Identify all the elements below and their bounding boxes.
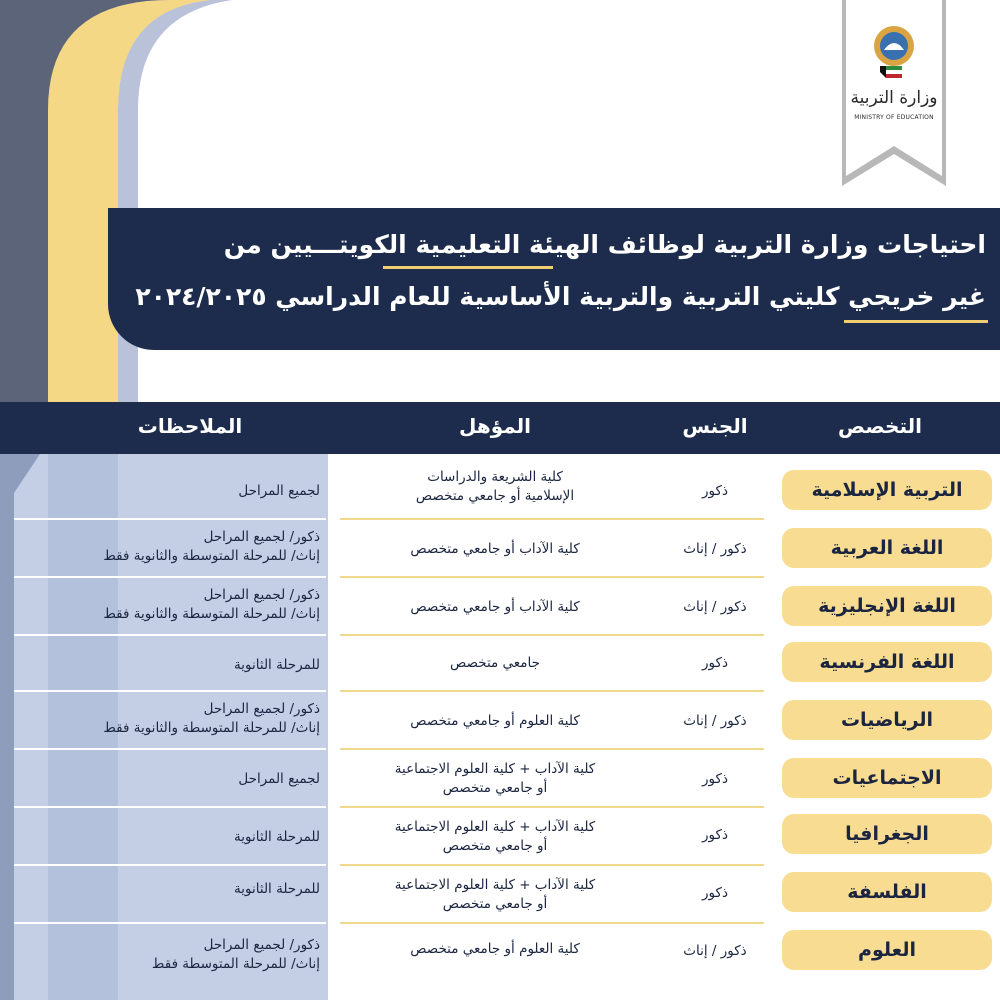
qualification-cell [340, 760, 650, 798]
row-divider [340, 634, 764, 636]
notes-cell [14, 700, 324, 738]
qualification-cell [340, 654, 650, 673]
qualification-line: أو جامعي متخصص [442, 780, 548, 796]
header-notes: الملاحظات [137, 414, 243, 438]
header-gender: الجنس [682, 414, 748, 438]
gender-cell: ذكور / إناث [683, 713, 747, 729]
qualification-cell [340, 818, 650, 856]
notes-line: إناث/ للمرحلة المتوسطة والثانوية فقط [103, 548, 320, 564]
ministry-name-english: MINISTRY OF EDUCATION [854, 114, 934, 121]
title-underline [383, 266, 553, 269]
qualification-cell [340, 540, 650, 559]
notes-line: ذكور/ لجميع المراحل [203, 701, 320, 717]
row-divider [14, 518, 326, 520]
row-divider [340, 806, 764, 808]
qualification-line: كلية العلوم أو جامعي متخصص [410, 941, 580, 957]
row-divider [14, 634, 326, 636]
row-divider [340, 518, 764, 520]
row-divider [340, 576, 764, 578]
qualification-line: أو جامعي متخصص [442, 838, 548, 854]
gender-cell: ذكور [702, 827, 728, 843]
notes-cell [14, 828, 324, 847]
row-divider [340, 922, 764, 924]
row-divider [14, 748, 326, 750]
gender-cell: ذكور [702, 885, 728, 901]
row-divider [14, 576, 326, 578]
gender-cell: ذكور [702, 483, 728, 499]
row-divider [340, 748, 764, 750]
gender-cell: ذكور / إناث [683, 943, 747, 959]
qualification-line: كلية الآداب + كلية العلوم الاجتماعية [394, 819, 596, 835]
notes-line: للمرحلة الثانوية [234, 829, 320, 845]
specialization-pill: اللغة الفرنسية [782, 642, 992, 682]
notes-line: ذكور/ لجميع المراحل [203, 937, 320, 953]
specialization-pill: اللغة الإنجليزية [782, 586, 992, 626]
qualification-line: كلية الآداب + كلية العلوم الاجتماعية [394, 877, 596, 893]
notes-line: لجميع المراحل [238, 771, 320, 787]
specialization-pill: اللغة العربية [782, 528, 992, 568]
notes-cell [14, 482, 324, 501]
qualification-line: جامعي متخصص [449, 655, 540, 671]
qualification-cell [340, 876, 650, 914]
specialization-pill: التربية الإسلامية [782, 470, 992, 510]
qualification-line: كلية الآداب أو جامعي متخصص [410, 599, 580, 615]
qualification-cell [340, 598, 650, 617]
title-line-1: احتياجات وزارة التربية لوظائف الهيئة التعليمية الكويتـــيين من [223, 230, 986, 259]
notes-line: للمرحلة الثانوية [234, 881, 320, 897]
header-qualification: المؤهل [458, 414, 532, 438]
row-divider [340, 864, 764, 866]
notes-line: للمرحلة الثانوية [234, 657, 320, 673]
qualification-cell [340, 712, 650, 731]
notes-cell [14, 936, 324, 974]
gender-cell: ذكور [702, 771, 728, 787]
title-underline [844, 320, 988, 323]
specialization-pill: الفلسفة [782, 872, 992, 912]
notes-cell [14, 528, 324, 566]
notes-line: لجميع المراحل [238, 483, 320, 499]
qualification-line: كلية الآداب أو جامعي متخصص [410, 541, 580, 557]
qualification-line: كلية الآداب + كلية العلوم الاجتماعية [394, 761, 596, 777]
specialization-pill: العلوم [782, 930, 992, 970]
row-divider [14, 806, 326, 808]
gender-cell: ذكور [702, 655, 728, 671]
notes-cell [14, 880, 324, 899]
specialization-pill: الرياضيات [782, 700, 992, 740]
notes-line: ذكور/ لجميع المراحل [203, 529, 320, 545]
qualification-line: أو جامعي متخصص [442, 896, 548, 912]
qualification-line: كلية العلوم أو جامعي متخصص [410, 713, 580, 729]
qualification-line: كلية الشريعة والدراسات [427, 469, 563, 485]
row-divider [14, 922, 326, 924]
row-divider [14, 864, 326, 866]
notes-line: إناث/ للمرحلة المتوسطة فقط [151, 956, 320, 972]
notes-cell [14, 770, 324, 789]
specialization-pill: الجغرافيا [782, 814, 992, 854]
notes-line: إناث/ للمرحلة المتوسطة والثانوية فقط [103, 720, 320, 736]
row-divider [14, 690, 326, 692]
gender-cell: ذكور / إناث [683, 541, 747, 557]
qualification-cell [340, 940, 650, 959]
specialization-pill: الاجتماعيات [782, 758, 992, 798]
qualification-line: الإسلامية أو جامعي متخصص [415, 488, 575, 504]
notes-line: ذكور/ لجميع المراحل [203, 587, 320, 603]
row-divider [340, 690, 764, 692]
notes-cell [14, 586, 324, 624]
gender-cell: ذكور / إناث [683, 599, 747, 615]
header-specialization: التخصص [838, 414, 922, 438]
qualification-cell [340, 468, 650, 506]
notes-cell [14, 656, 324, 675]
title-line-2: غير خريجي كليتي التربية والتربية الأساسية للعام الدراسي ٢٠٢٤/٢٠٢٥ [135, 282, 986, 311]
notes-line: إناث/ للمرحلة المتوسطة والثانوية فقط [103, 606, 320, 622]
ministry-name-arabic: وزارة التربية [850, 88, 938, 108]
